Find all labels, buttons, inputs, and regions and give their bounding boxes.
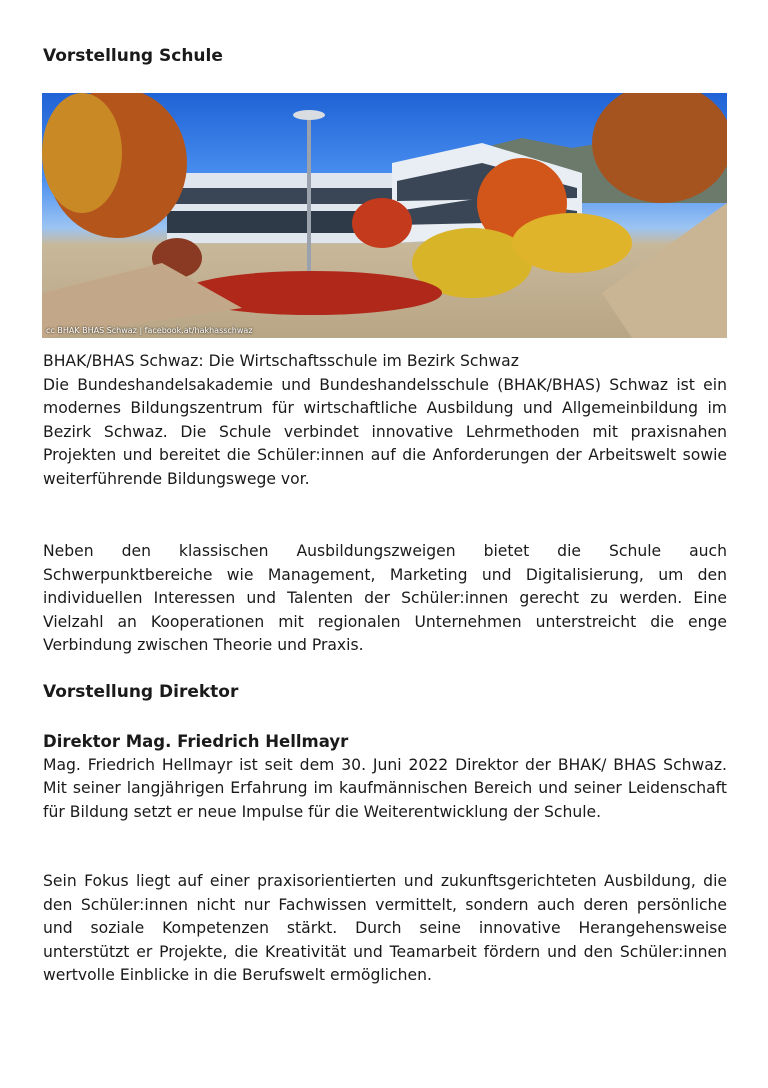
school-photo — [42, 93, 727, 338]
director-subheading: Direktor Mag. Friedrich Hellmayr — [43, 732, 349, 751]
director-intro-paragraph — [43, 730, 727, 824]
heading-school: Vorstellung Schule — [43, 46, 223, 66]
director-paragraph-1: Mag. Friedrich Hellmayr ist seit dem 30. Juni 2022 Direktor der BHAK/ BHAS Schwaz. Mit seiner langjährigen Erfahrung im kaufmännischen Bereich und seiner Leidenschaft für Bildung setzt er neue Impulse für die Weiterentwicklung der Schule. — [43, 755, 727, 821]
heading-director: Vorstellung Direktor — [43, 682, 239, 702]
school-intro-paragraph — [43, 350, 727, 492]
director-paragraph-2: Sein Fokus liegt auf einer praxisorientierten und zukunftsgerichteten Ausbildung, die den Schüler:innen nicht nur Fachwissen vermittelt, sondern auch deren persönliche und soziale Kompetenzen stärkt. Durch seine innovative Herangehensweise unterstützt er Projekte, die Kreativität und Teamarbeit fördern und den Schüler:innen wertvolle Einblicke in die Berufswelt ermöglichen. — [43, 872, 727, 985]
school-title-line: BHAK/BHAS Schwaz: Die Wirtschaftsschule im Bezirk Schwaz — [43, 352, 519, 370]
school-paragraph-1: Die Bundeshandelsakademie und Bundeshandelsschule (BHAK/BHAS) Schwaz ist ein modernes Bildungszentrum für wirtschaftliche Ausbildung und Allgemeinbildung im Bezirk Schwaz. Die Schule verbindet innovative Lehrmethoden mit praxisnahen Projekten und bereitet die Schüler:innen auf die Anforderungen der Arbeitswelt sowie weiterführende Bildungswege vor. — [43, 375, 727, 488]
school-building-illustration — [42, 93, 727, 338]
school-paragraph-2: Neben den klassischen Ausbildungszweigen bietet die Schule auch Schwerpunktbereiche wie Management, Marketing und Digitalisierung, um den individuellen Interessen und Talenten der Schüler:innen gerecht zu werden. Eine Vielzahl an Kooperationen mit regionalen Unternehmen unterstreicht die enge Verbindung zwischen Theorie und Praxis. — [43, 542, 727, 655]
image-caption: cc BHAK BHAS Schwaz | facebook.at/hakhasschwaz — [46, 326, 253, 335]
